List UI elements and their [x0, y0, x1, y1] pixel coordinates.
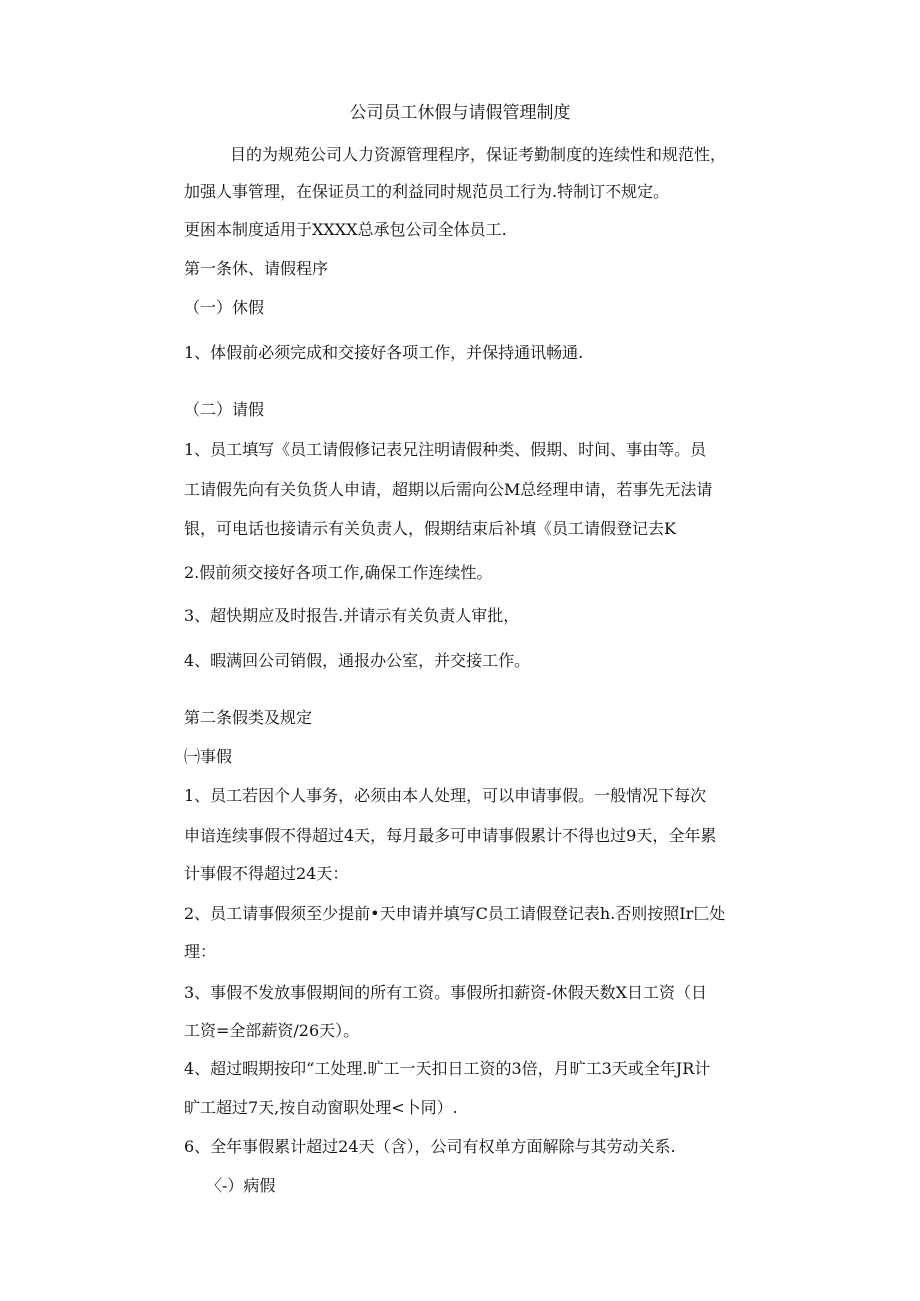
paragraph-line: 目的为规苑公司人力资源管理程序，保证考勤制度的连续性和规范性，	[230, 145, 727, 164]
paragraph-line: 1、员工若因个人事务，必须由本人处理，可以申请事假。一般情况下每次	[184, 786, 707, 805]
paragraph-line: 工请假先向有关负货人申请，超期以后需向公M总经理申请，若事先无法请	[184, 480, 713, 499]
paragraph-line: 1、体假前必须完成和交接好各项工作，并保持通讯畅通.	[184, 343, 584, 362]
section-heading: 第一条休、请假程序	[184, 259, 329, 278]
subsection-heading: （二）请假	[184, 400, 265, 419]
paragraph-line: 2、员工请事假须至少提前•天申请并填写C员工请假登记表h.否则按照Ir匚处	[184, 904, 726, 923]
paragraph-line: 理：	[184, 942, 217, 961]
section-heading: 第二条假类及规定	[184, 708, 313, 727]
paragraph-line: 工资=全部薪资/26天）。	[184, 1021, 360, 1040]
subsection-heading: ㈠事假	[184, 747, 233, 766]
subsection-heading: 〈-）病假	[206, 1176, 276, 1195]
paragraph-line: 3、事假不发放事假期间的所有工资。事假所扣薪资-休假天数X日工资（日	[184, 983, 707, 1002]
paragraph-line: 2.假前须交接好各项工作,确保工作连续性。	[184, 563, 493, 582]
paragraph-line: 加强人事管理，在保证员工的利益同时规范员工行为.特制订不规定。	[184, 182, 670, 201]
subsection-heading: （一）休假	[184, 298, 265, 317]
paragraph-line: 4、超过暇期按印“工处理.旷工一天扣日工资的3倍，月旷工3天或全年JR计	[184, 1059, 711, 1078]
document-title: 公司员工休假与请假管理制度	[349, 103, 571, 123]
paragraph-line: 旷工超过7天,按自动窗职处理<卜同）.	[184, 1098, 458, 1117]
paragraph-line: 4、暇满回公司销假，通报办公室，并交接工作。	[184, 651, 531, 670]
paragraph-line: 申谙连续事假不得超过4天，每月最多可申请事假累计不得也过9天，全年累	[184, 826, 717, 845]
paragraph-line: 银，可电话也接请示有关负责人，假期结束后补填《员工请假登记去K	[184, 519, 676, 538]
paragraph-line: 1、员工填写《员工请假修记表兄注明请假种类、假期、时间、事由等。员	[184, 440, 707, 459]
paragraph-line: 更困本制度适用于XXXX总承包公司全体员工.	[184, 220, 507, 239]
paragraph-line: 3、超快期应及时报告.并请示有关负责人审批，	[184, 606, 520, 625]
paragraph-line: 计事假不得超过24天：	[184, 864, 349, 883]
paragraph-line: 6、全年事假累计超过24天（含），公司有权单方面解除与其劳动关系.	[184, 1137, 676, 1156]
